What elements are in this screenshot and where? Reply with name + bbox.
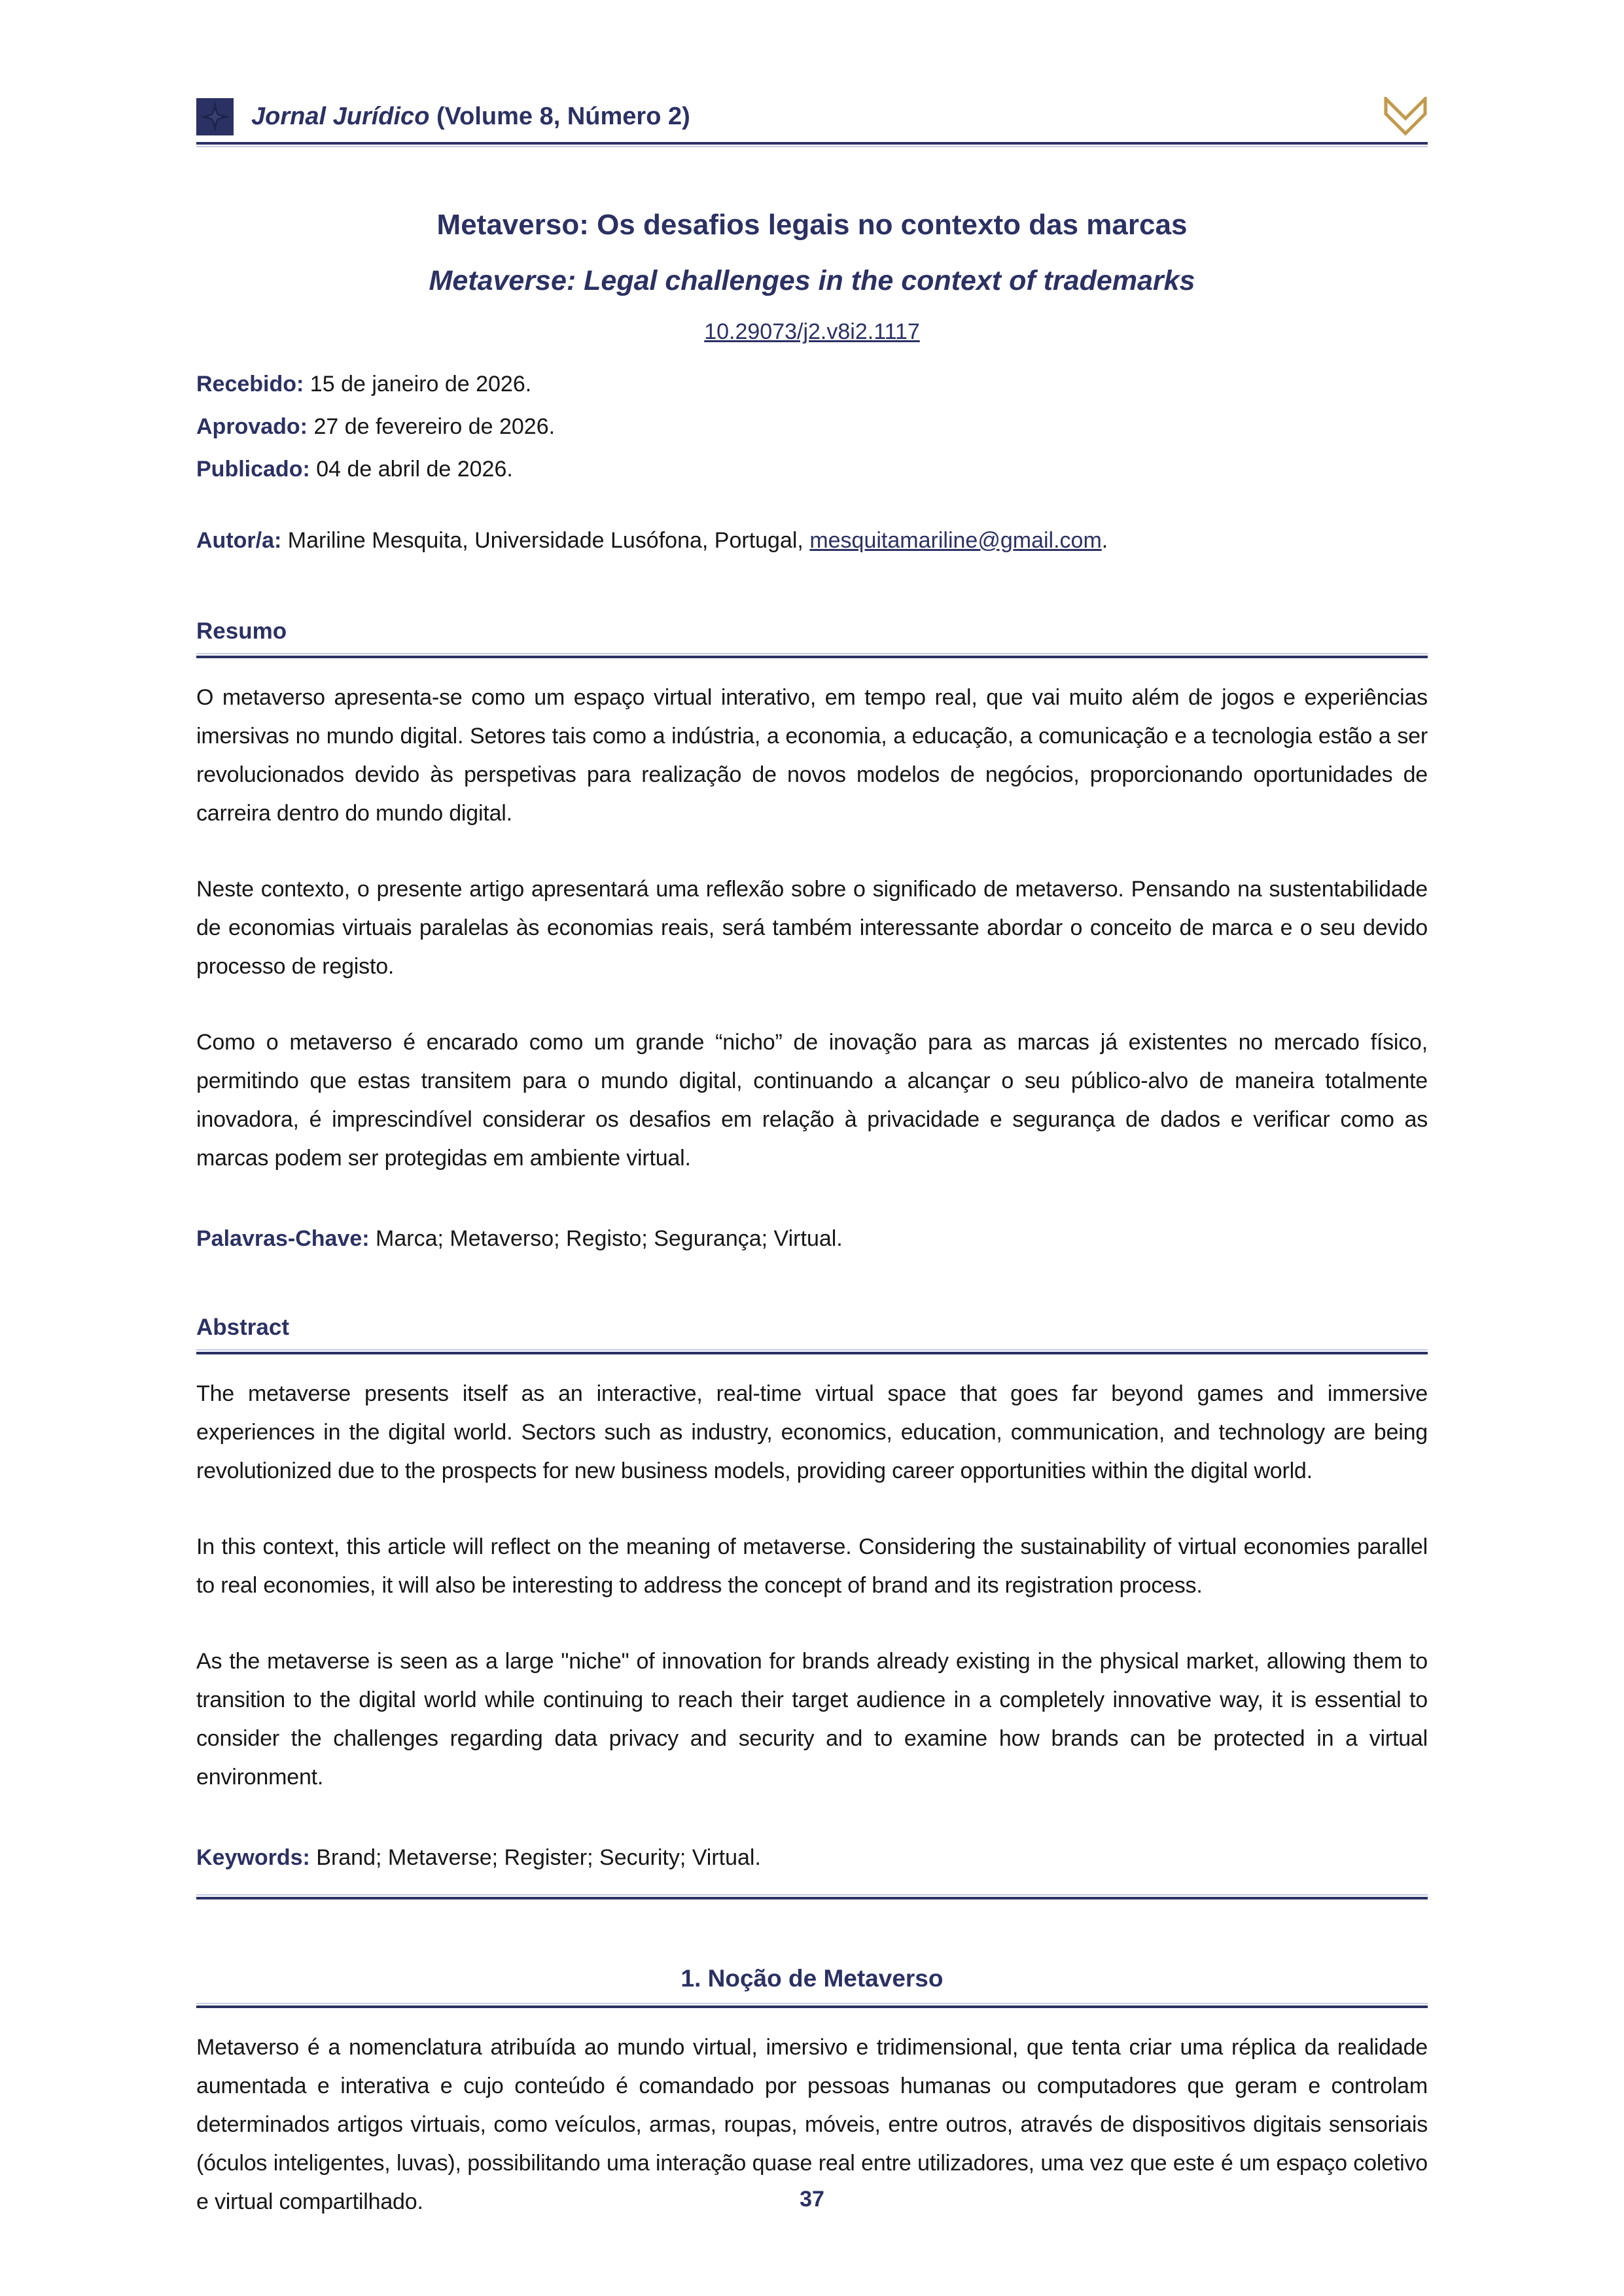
journal-issue: (Volume 8, Número 2) bbox=[429, 102, 690, 130]
received-label: Recebido: bbox=[196, 372, 304, 397]
journal-title bbox=[251, 103, 690, 131]
resumo-heading: Resumo bbox=[196, 618, 287, 644]
section-1-divider bbox=[196, 2003, 1428, 2008]
approved-value: 27 de fevereiro de 2026. bbox=[308, 414, 556, 439]
abstract-divider bbox=[196, 1349, 1428, 1354]
article-title-en: Metaverse: Legal challenges in the context of trademarks bbox=[429, 265, 1195, 296]
received-value: 15 de janeiro de 2026. bbox=[304, 372, 532, 397]
received-line bbox=[196, 363, 1428, 406]
author-email-link[interactable]: mesquitamariline@gmail.com bbox=[809, 528, 1102, 553]
section-1-paragraph: Metaverso é a nomenclatura atribuída ao mundo virtual, imersivo e tridimensional, que tenta criar uma réplica da realidade aumentada e interativa e cujo conteúdo é comandado por pessoas humanas ou computadores que geram e controlam determinados artigos virtuais, como veículos, armas, roupas, móveis, entre outros, através de dispositivos digitais sensoriais (óculos inteligentes, luvas), possibilitando uma interação quase real entre utilizadores, uma vez que este é um espaço coletivo e virtual compartilhado. bbox=[196, 2035, 1428, 2214]
approved-line bbox=[196, 406, 1428, 448]
palavras-chave-value: Marca; Metaverso; Registo; Segurança; Virtual. bbox=[369, 1226, 843, 1251]
doi-link[interactable]: 10.29073/j2.v8i2.1117 bbox=[704, 319, 920, 344]
header-divider bbox=[196, 142, 1428, 147]
palavras-chave-label: Palavras-Chave: bbox=[196, 1226, 370, 1251]
article-dates bbox=[196, 363, 1428, 491]
published-line bbox=[196, 448, 1428, 491]
abstract-paragraph: The metaverse presents itself as an interactive, real-time virtual space that goes far beyond games and immersive experiences in the digital world. Sectors such as industry, economics, education, communication, and technology are being revolutionized due to the prospects for new business models, providing career opportunities within the digital world. bbox=[196, 1381, 1428, 1483]
author-label: Autor/a: bbox=[196, 528, 282, 553]
author-suffix: . bbox=[1101, 528, 1108, 553]
journal-logo-icon bbox=[196, 98, 234, 135]
abstract-heading: Abstract bbox=[196, 1315, 289, 1340]
resumo-paragraph: Neste contexto, o presente artigo apresentará uma reflexão sobre o significado de metaverso. Pensando na sustentabilidade de economias virtuais paralelas às economias reais, será também interessante abordar o conceito de marca e o seu devido processo de registo. bbox=[196, 877, 1428, 979]
resumo-paragraph: Como o metaverso é encarado como um grande “nicho” de inovação para as marcas já existentes no mercado físico, permitindo que estas transitem para o mundo digital, continuando a alcançar o seu público-alvo de maneira totalmente inovadora, é imprescindível considerar os desafios em relação à privacidade e segurança de dados e verificar como as marcas podem ser protegidas em ambiente virtual. bbox=[196, 1030, 1428, 1171]
author-text: Mariline Mesquita, Universidade Lusófona, Portugal, bbox=[281, 528, 810, 553]
published-value: 04 de abril de 2026. bbox=[309, 457, 513, 482]
approved-label: Aprovado: bbox=[196, 414, 308, 439]
section-1-heading: 1. Noção de Metaverso bbox=[680, 1965, 944, 1992]
author-line bbox=[196, 520, 1428, 562]
keywords-line bbox=[196, 1839, 1428, 1877]
resumo-divider bbox=[196, 653, 1428, 658]
page-number: 37 bbox=[800, 2187, 824, 2212]
page-content bbox=[196, 97, 1428, 2221]
palavras-chave-line bbox=[196, 1220, 1428, 1258]
doi-line bbox=[196, 319, 1428, 345]
resumo-paragraph: O metaverso apresenta-se como um espaço virtual interativo, em tempo real, que vai muito além de jogos e experiências imersivas no mundo digital. Setores tais como a indústria, a economia, a educação, a comunicação e a tecnologia estão a ser revolucionados devido às perspetivas para realização de novos modelos de negócios, proporcionando oportunidades de carreira dentro do mundo digital. bbox=[196, 685, 1428, 826]
article-title-pt: Metaverso: Os desafios legais no contexto das marcas bbox=[436, 209, 1188, 241]
keywords-label: Keywords: bbox=[196, 1845, 310, 1870]
published-label: Publicado: bbox=[196, 457, 310, 482]
keywords-value: Brand; Metaverse; Register; Security; Virtual. bbox=[309, 1845, 761, 1870]
journal-name: Jornal Jurídico bbox=[251, 102, 430, 130]
keywords-divider bbox=[196, 1894, 1428, 1899]
journal-header bbox=[196, 97, 1428, 136]
abstract-paragraph: As the metaverse is seen as a large "niche" of innovation for brands already existing in the physical market, allowing them to transition to the digital world while continuing to reach their target audience in a completely innovative way, it is essential to consider the challenges regarding data privacy and security and to examine how brands can be protected in a virtual environment. bbox=[196, 1649, 1428, 1790]
chevron-down-icon bbox=[1383, 97, 1428, 136]
abstract-paragraph: In this context, this article will reflect on the meaning of metaverse. Considering the sustainability of virtual economies parallel to real economies, it will also be interesting to address the concept of brand and its registration process. bbox=[196, 1534, 1428, 1598]
